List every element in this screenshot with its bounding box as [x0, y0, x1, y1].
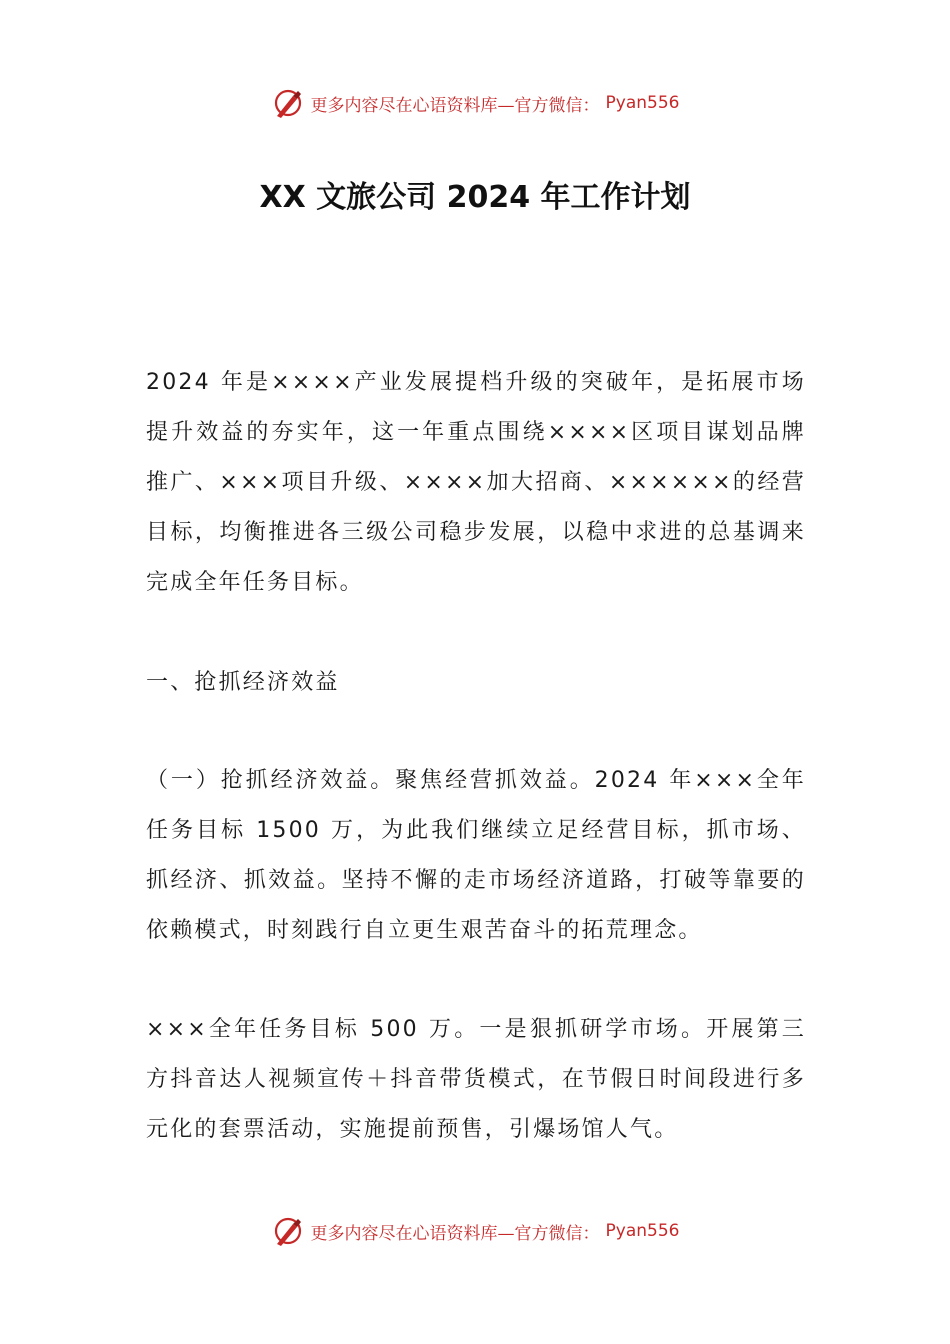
watermark-contact: Pyan556	[605, 93, 680, 113]
intro-paragraph: 2024 年是××××产业发展提档升级的突破年，是拓展市场提升效益的夯实年，这一年重点围绕××××区项目谋划品牌推广、×××项目升级、××××加大招商、××××××的经营目标，均衡推进各三级公司稳步发展，以稳中求进的总基调来完成全年任务目标。	[146, 370, 806, 595]
pen-logo-icon	[271, 86, 305, 120]
watermark-header	[0, 86, 950, 120]
section-heading: 一、抢抓经济效益	[146, 670, 340, 695]
watermark-contact: Pyan556	[605, 1221, 680, 1241]
watermark-footer	[0, 1214, 950, 1248]
watermark-text: 更多内容尽在心语资料库—官方微信：	[310, 1223, 600, 1244]
watermark-text: 更多内容尽在心语资料库—官方微信：	[310, 95, 600, 116]
document-title: XX 文旅公司 2024 年工作计划	[259, 180, 691, 215]
pen-logo-icon	[271, 1214, 305, 1248]
body-paragraph: ×××全年任务目标 500 万。一是狠抓研学市场。开展第三方抖音达人视频宣传＋抖音带货模式，在节假日时间段进行多元化的套票活动，实施提前预售，引爆场馆人气。	[146, 1017, 806, 1142]
body-paragraph: （一）抢抓经济效益。聚焦经营抓效益。2024 年×××全年任务目标 1500 万，为此我们继续立足经营目标，抓市场、抓经济、抓效益。坚持不懈的走市场经济道路，打破等靠要的依赖模式，时刻践行自立更生艰苦奋斗的拓荒理念。	[146, 768, 806, 943]
